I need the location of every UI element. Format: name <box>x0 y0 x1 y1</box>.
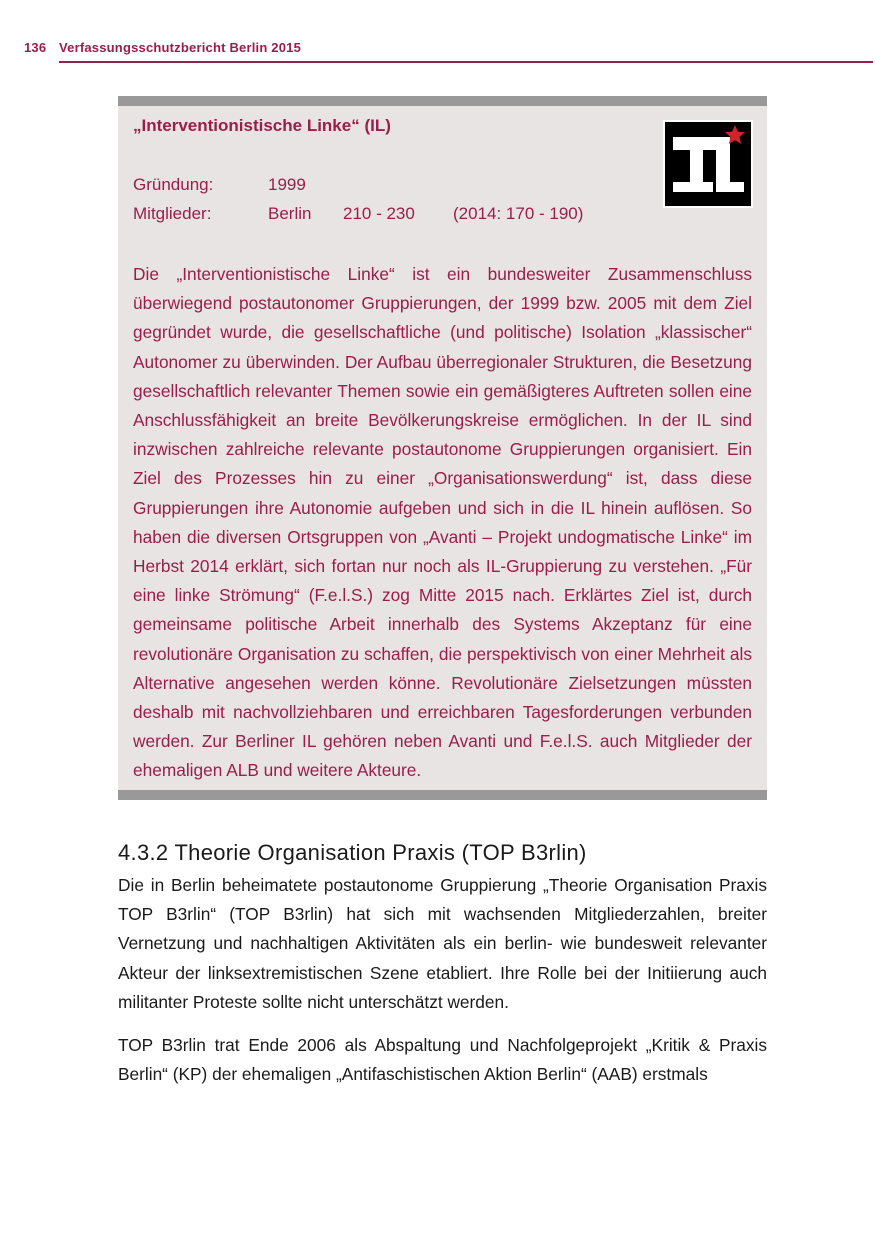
box-top-bar <box>118 96 767 106</box>
box-title: „Interventionistische Linke“ (IL) <box>133 116 391 135</box>
founding-value: 1999 <box>268 175 306 194</box>
founding-label: Gründung: <box>133 175 214 194</box>
il-logo-icon <box>663 120 753 208</box>
box-bottom-bar <box>118 790 767 800</box>
members-range: 210 - 230 <box>343 204 415 223</box>
section-heading: 4.3.2 Theorie Organisation Praxis (TOP B3rlin) <box>118 840 587 865</box>
header-rule <box>59 61 873 63</box>
members-place: Berlin <box>268 204 312 223</box>
page-number: 136 <box>24 40 47 55</box>
box-text: Die „Interventionistische Linke“ ist ein bundesweiter Zusammenschluss überwiegend postautonomer Gruppierungen, der 1999 bzw. 2005 mit dem Ziel gegründet wurde, die gesellschaftliche (und politische) Isolation „klassischer“ Autonomer zu überwinden. Der Aufbau überregionaler Strukturen, die Besetzung gesellschaftlich relevanter Themen sowie ein gemäßigteres Auftreten sollen eine Anschlussfähigkeit an breite Bevölkerungskreise ermöglichen. In der IL sind inzwischen zahlreiche relevante postautonome Gruppierungen organisiert. Ein Ziel des Prozesses hin zu einer „Organisationswerdung“ ist, dass diese Gruppierungen ihre Autonomie aufgeben und sich in die IL hinein auflösen. So haben die diversen Ortsgruppen von „Avanti – Projekt undogmatische Linke“ im Herbst 2014 erklärt, sich fortan nur noch als IL-Gruppierung zu verstehen. „Für eine linke Strömung“ (F.e.l.S.) zog Mitte 2015 nach. Erklärtes Ziel ist, durch gemeinsame politische Arbeit innerhalb des Systems Akzeptanz für eine revolutionäre Organisation zu schaffen, die perspektivisch von einer Mehrheit als Alternative angesehen werden könne. Revolutionäre Zielsetzungen müssten deshalb mit nachvollziehbaren und erreichbaren Tagesforderungen verbunden werden. Zur Berliner IL gehören neben Avanti und F.e.l.S. auch Mitglieder der ehemaligen ALB und weitere Akteure. <box>133 264 752 781</box>
members-label: Mitglieder: <box>133 204 212 223</box>
body-paragraph: TOP B3rlin trat Ende 2006 als Abspaltung und Nachfolgeprojekt „Kritik & Praxis Berlin“ (KP) der ehemaligen „Antifaschistischen Aktion Berlin“ (AAB) erstmals <box>118 1035 767 1085</box>
body-paragraph: Die in Berlin beheimatete postautonome Gruppierung „Theorie Organisation Praxis TOP B3rlin“ (TOP B3rlin) hat sich mit wachsenden Mitgliederzahlen, breiter Vernetzung und nachhaltigen Aktivitäten als ein berlin- wie bundesweit relevanter Akteur der linksextremistischen Szene etabliert. Ihre Rolle bei der Initiierung auch militanter Proteste sollte nicht unterschätzt werden. <box>118 875 767 1012</box>
running-title: Verfassungsschutzbericht Berlin 2015 <box>59 40 302 55</box>
members-previous: (2014: 170 - 190) <box>453 204 584 223</box>
info-box <box>118 96 767 800</box>
running-head <box>24 40 873 64</box>
